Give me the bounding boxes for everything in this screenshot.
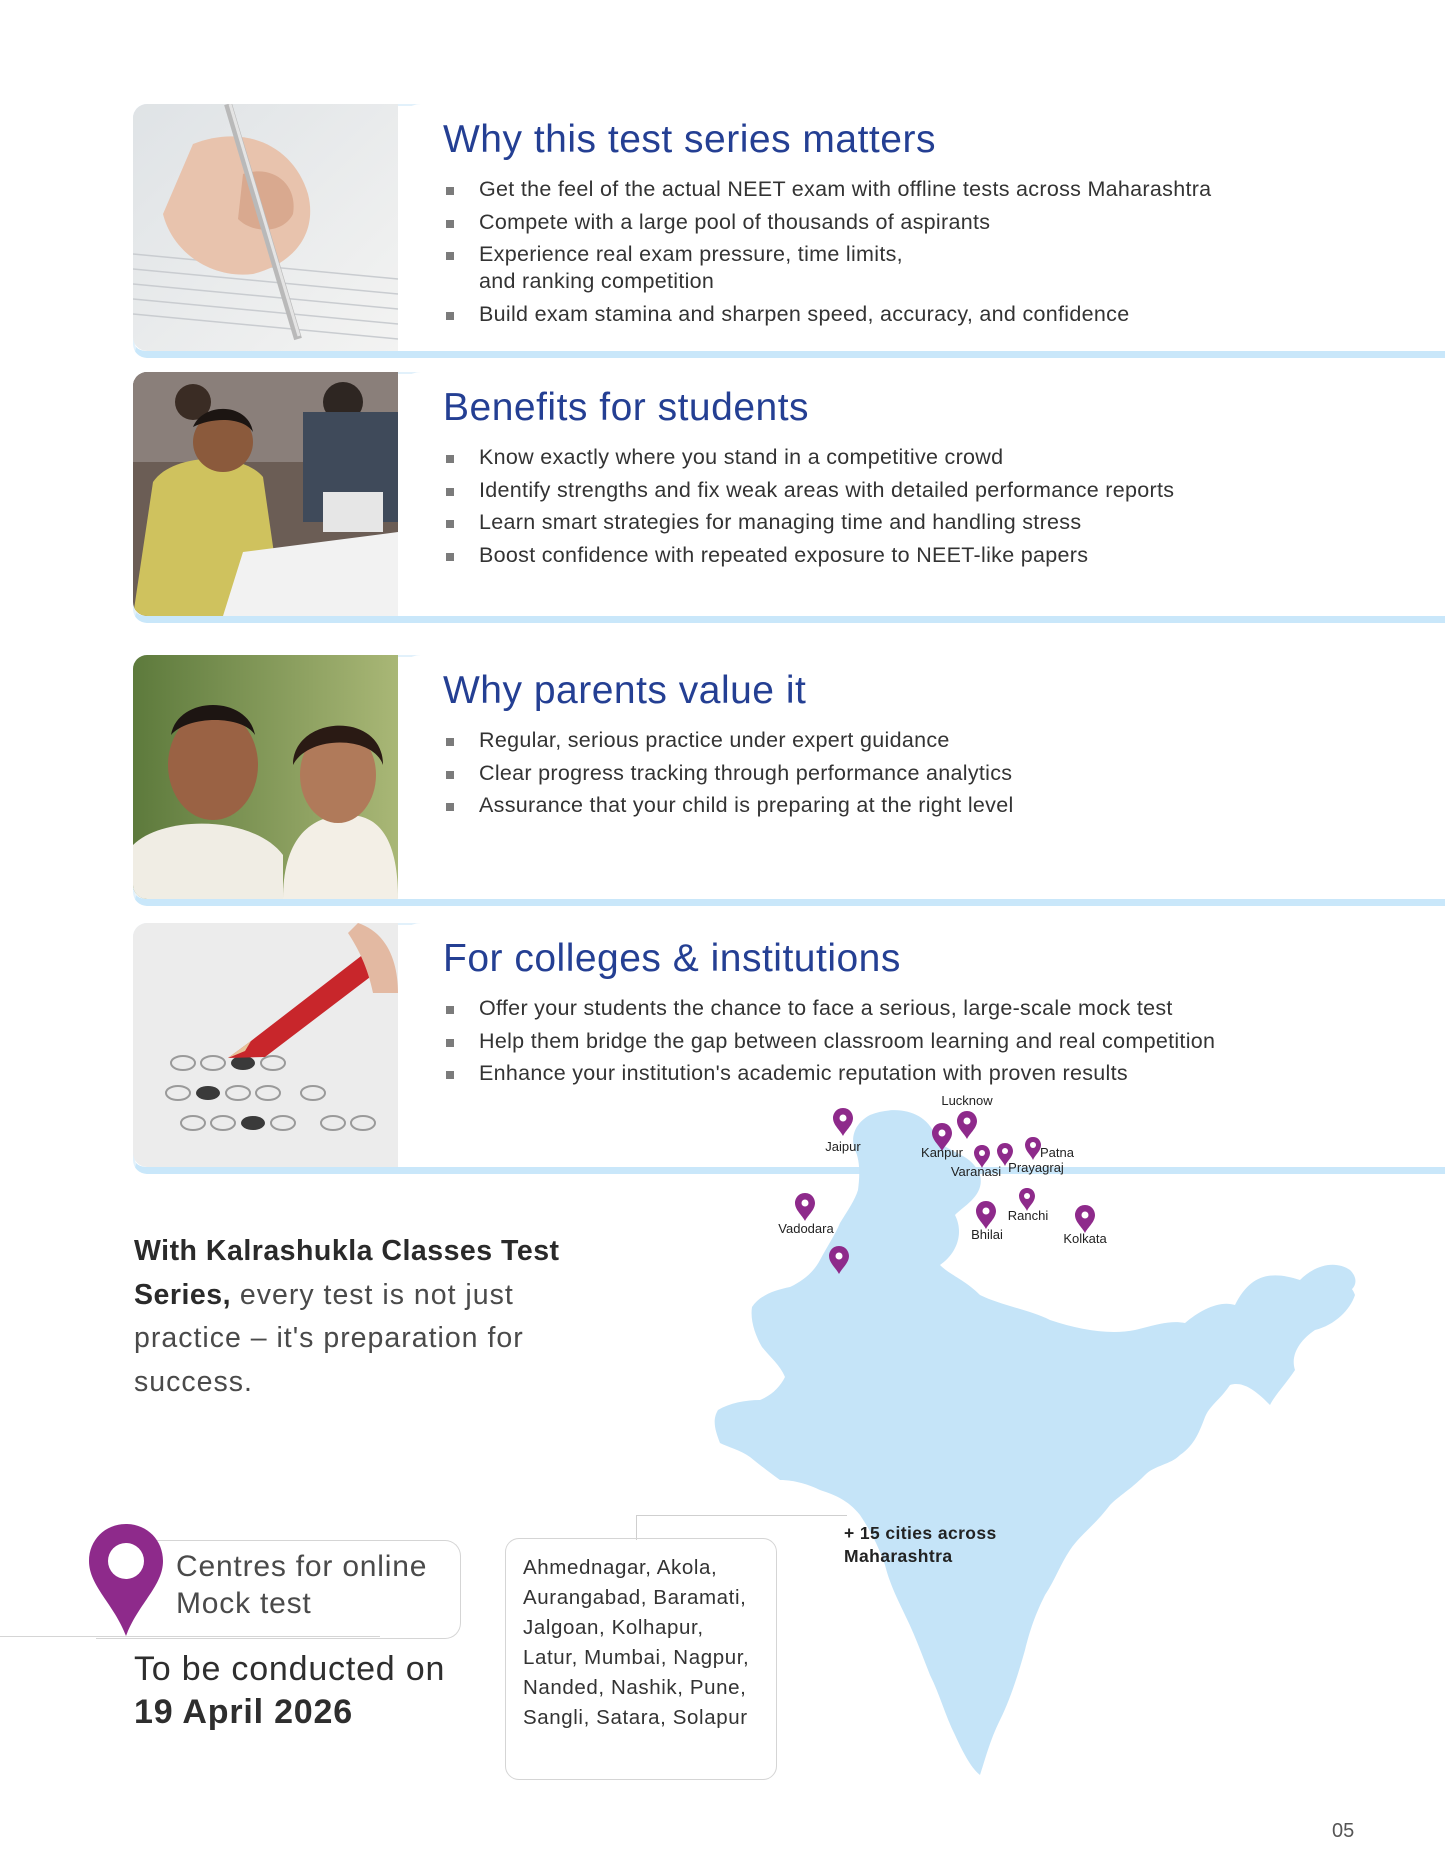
city-label-kolkata: Kolkata <box>1063 1231 1107 1246</box>
exam-date: To be conducted on 19 April 2026 <box>134 1650 446 1731</box>
callout-connector-line <box>636 1515 847 1540</box>
photo-parents <box>133 655 398 899</box>
list-item: Regular, serious practice under expert guidance <box>443 727 1014 754</box>
list-item: Learn smart strategies for managing time and handling stress <box>443 509 1174 536</box>
location-pin-icon <box>795 1193 815 1221</box>
bullet-list <box>443 995 1215 1093</box>
list-item: Build exam stamina and sharpen speed, accuracy, and confidence <box>443 301 1211 328</box>
bullet-list <box>443 727 1014 825</box>
list-item: Help them bridge the gap between classroom learning and real competition <box>443 1028 1215 1055</box>
city-label-prayagraj: Prayagraj <box>1008 1160 1064 1175</box>
city-label-jaipur: Jaipur <box>825 1139 861 1154</box>
list-item: Experience real exam pressure, time limits, and ranking competition <box>443 241 1211 295</box>
location-pin-icon <box>976 1201 996 1229</box>
city-label-ranchi: Ranchi <box>1007 1208 1049 1223</box>
plus-cities-note: + 15 cities across Maharashtra <box>844 1523 997 1566</box>
city-label-lucknow: Lucknow <box>941 1095 993 1108</box>
list-item: Offer your students the chance to face a serious, large-scale mock test <box>443 995 1215 1022</box>
section-title: For colleges & institutions <box>443 937 901 980</box>
list-item: Clear progress tracking through performance analytics <box>443 760 1014 787</box>
location-pin-icon <box>957 1111 977 1139</box>
city-label-bhilai: Bhilai <box>971 1227 1003 1242</box>
tagline: With Kalrashukla Classes Test Series, every test is not just practice – it's preparation for success. <box>134 1235 560 1398</box>
section-title: Benefits for students <box>443 386 810 429</box>
location-pin-icon <box>1025 1137 1041 1160</box>
city-label-patna: Patna <box>1040 1145 1074 1160</box>
location-pin-icon <box>1075 1205 1095 1233</box>
list-item: Know exactly where you stand in a competitive crowd <box>443 444 1174 471</box>
city-label-vadodara: Vadodara <box>778 1221 834 1236</box>
location-pin-icon <box>833 1108 853 1136</box>
list-item: Compete with a large pool of thousands of aspirants <box>443 209 1211 236</box>
card-benefits-students <box>133 372 1445 623</box>
bullet-list <box>443 176 1211 333</box>
list-item: Identify strengths and fix weak areas with detailed performance reports <box>443 477 1174 504</box>
section-title: Why this test series matters <box>443 118 936 161</box>
photo-omr-sheet <box>133 923 398 1167</box>
photo-hand-writing <box>133 104 398 351</box>
card-test-series-matters <box>133 104 1445 358</box>
bullet-list <box>443 444 1174 574</box>
list-item: Enhance your institution's academic reputation with proven results <box>443 1060 1215 1087</box>
location-pin-icon <box>89 1524 163 1636</box>
section-title: Why parents value it <box>443 669 807 712</box>
card-parents-value <box>133 655 1445 906</box>
city-label-kanpur: Kanpur <box>921 1145 963 1160</box>
india-map <box>700 1095 1360 1785</box>
list-item: Boost confidence with repeated exposure to NEET-like papers <box>443 542 1174 569</box>
photo-students-exam <box>133 372 398 616</box>
list-item: Assurance that your child is preparing at the right level <box>443 792 1014 819</box>
centres-label: Centres for online Mock test <box>176 1550 428 1620</box>
page-number: 05 <box>1332 1820 1355 1842</box>
city-label-varanasi: Varanasi <box>950 1164 1002 1179</box>
maharashtra-cities-list: Ahmednagar, Akola, Aurangabad, Baramati, Jalgoan, Kolhapur, Latur, Mumbai, Nagpur, Nanded, Nashik, Pune, Sangli, Satara, Solapur <box>523 1556 750 1729</box>
list-item: Get the feel of the actual NEET exam with offline tests across Maharashtra <box>443 176 1211 203</box>
